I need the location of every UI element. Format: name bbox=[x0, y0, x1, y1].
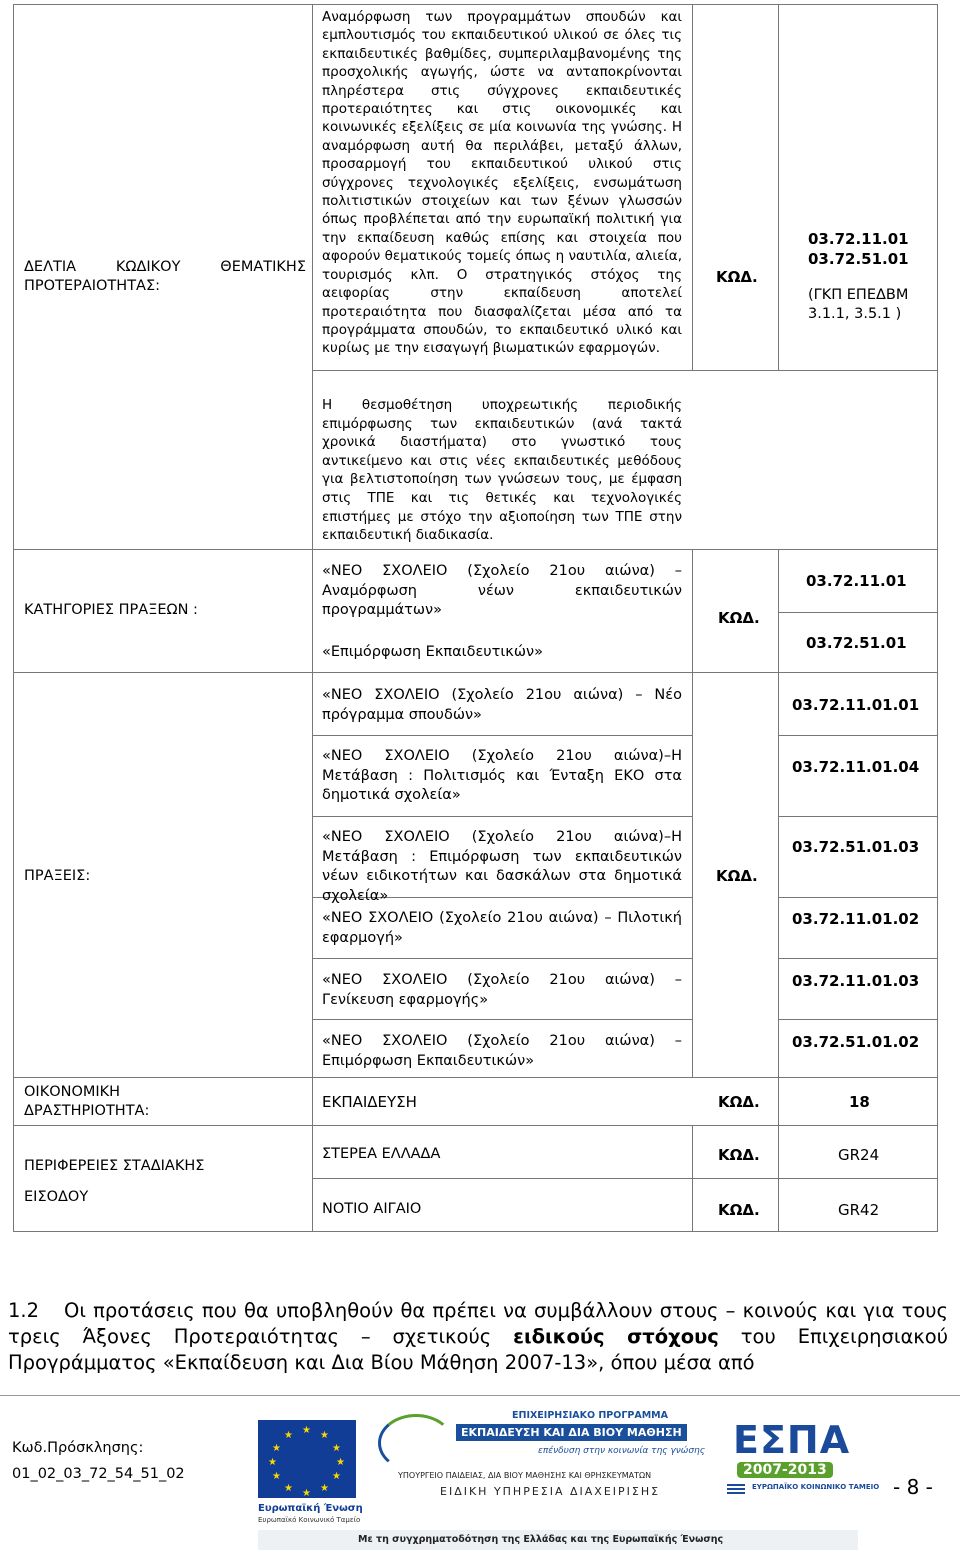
action-code-5: 03.72.11.01.03 bbox=[792, 972, 920, 990]
region-kod-2: ΚΩΔ. bbox=[718, 1201, 760, 1219]
row3-kod-label: ΚΩΔ. bbox=[716, 867, 758, 885]
row1-code-1: 03.72.11.01 bbox=[808, 230, 909, 248]
footer-divider bbox=[0, 1395, 960, 1396]
row1-code-note: (ΓΚΠ ΕΠΕΔΒΜ 3.1.1, 3.5.1 ) bbox=[808, 287, 909, 322]
action-code-4: 03.72.11.01.02 bbox=[792, 910, 920, 928]
action-item-6: «ΝΕΟ ΣΧΟΛΕΙΟ (Σχολείο 21ου αιώνα) – Επιμόρφωση Εκπαιδευτικών» bbox=[322, 1033, 682, 1069]
ministry-label: ΥΠΟΥΡΓΕΙΟ ΠΑΙΔΕΙΑΣ, ΔΙΑ ΒΙΟΥ ΜΑΘΗΣΗΣ ΚΑΙ ΘΡΗΣΚΕΥΜΑΤΩΝ bbox=[398, 1471, 652, 1480]
cofunding-text: Με τη συγχρηματοδότηση της Ελλάδας και της Ευρωπαϊκής Ένωσης bbox=[358, 1534, 724, 1545]
action-item-1: «ΝΕΟ ΣΧΟΛΕΙΟ (Σχολείο 21ου αιώνα) – Νέο πρόγραμμα σπουδών» bbox=[322, 687, 682, 723]
greek-flag-icon bbox=[727, 1484, 745, 1495]
economic-activity-value: ΕΚΠΑΙΔΕΥΣΗ bbox=[322, 1093, 417, 1111]
teacher-training-description: Η θεσμοθέτηση υποχρεωτικής περιοδικής επιμόρφωσης των εκπαιδευτικών (ανά τακτά χρονικά διαστήματα) στο γνωστικό τους αντικείμενο και στις νέες εκπαιδευτικές μεθόδους για βελτιστοποίηση των γνώσεων τους, με έμφαση στις ΤΠΕ και τις θετικές και τεχνολογικές επιστήμες με στόχο την αξιοποίηση των ΤΠΕ στην εκπαιδευτική διαδικασία. bbox=[322, 397, 682, 544]
regions-label-line1: ΠΕΡΙΦΕΡΕΙΕΣ ΣΤΑΔΙΑΚΗΣ bbox=[24, 1158, 205, 1174]
call-code-value: 01_02_03_72_54_51_02 bbox=[12, 1466, 185, 1482]
action-code-3: 03.72.51.01.03 bbox=[792, 838, 920, 856]
region-name-2: ΝΟΤΙΟ ΑΙΓΑΙΟ bbox=[322, 1201, 422, 1217]
paragraph-bold-text: ειδικούς στόχους bbox=[513, 1325, 719, 1348]
category-item-1: «ΝΕΟ ΣΧΟΛΕΙΟ (Σχολείο 21ου αιώνα) – Αναμόρφωση νέων εκπαιδευτικών προγραμμάτων» bbox=[322, 563, 682, 618]
row2-kod-label: ΚΩΔ. bbox=[718, 609, 760, 627]
espa-title: ΕΣΠΑ bbox=[733, 1418, 851, 1462]
action-code-2: 03.72.11.01.04 bbox=[792, 758, 920, 776]
call-code-label: Κωδ.Πρόσκλησης: bbox=[12, 1440, 144, 1456]
row2-code-1: 03.72.11.01 bbox=[806, 572, 907, 590]
row1-kod-label: ΚΩΔ. bbox=[716, 268, 758, 286]
action-item-4: «ΝΕΟ ΣΧΟΛΕΙΟ (Σχολείο 21ου αιώνα) – Πιλοτική εφαρμογή» bbox=[322, 910, 682, 946]
page-number: - 8 - bbox=[893, 1475, 933, 1499]
economic-activity-label: ΟΙΚΟΝΟΜΙΚΗ ΔΡΑΣΤΗΡΙΟΤΗΤΑ: bbox=[24, 1084, 150, 1119]
programme-line-1: ΕΠΙΧΕΙΡΗΣΙΑΚΟ ΠΡΟΓΡΑΜΜΑ bbox=[512, 1410, 668, 1421]
paragraph-text-part2: του Επιχειρησιακού Προγράμματος «Εκπαίδευση και Δια Βίου Μάθηση 2007-13», όπου μέσα από bbox=[8, 1325, 949, 1374]
paragraph-number: 1.2 bbox=[8, 1299, 40, 1322]
cofunding-banner bbox=[258, 1530, 858, 1550]
paragraph-text-part1: Οι προτάσεις που θα υποβληθούν θα πρέπει να συμβάλλουν στους – κοινούς και για τους τρεις Άξονες Προτεραιότητας – σχετικούς bbox=[8, 1299, 948, 1348]
espa-years: 2007-2013 bbox=[737, 1462, 833, 1478]
region-code-1: GR24 bbox=[838, 1146, 880, 1164]
row4-code: 18 bbox=[849, 1093, 870, 1111]
esf-label: Ευρωπαϊκό Κοινωνικό Ταμείο bbox=[258, 1516, 361, 1524]
agency-label: ΕΙΔΙΚΗ ΥΠΗΡΕΣΙΑ ΔΙΑΧΕΙΡΙΣΗΣ bbox=[440, 1485, 661, 1498]
programme-swoosh bbox=[378, 1414, 454, 1472]
region-name-1: ΣΤΕΡΕΑ ΕΛΛΑΔΑ bbox=[322, 1146, 441, 1162]
row2-code-2: 03.72.51.01 bbox=[806, 634, 907, 652]
category-item-2: «Επιμόρφωση Εκπαιδευτικών» bbox=[322, 644, 543, 660]
region-code-2: GR42 bbox=[838, 1201, 880, 1219]
row4-kod-label: ΚΩΔ. bbox=[718, 1093, 760, 1111]
actions-label: ΠΡΑΞΕΙΣ: bbox=[24, 868, 91, 884]
thematic-priority-description: Αναμόρφωση των προγραμμάτων σπουδών και εμπλουτισμός του εκπαιδευτικού υλικού σε όλες τις εκπαιδευτικές βαθμίδες, συμπεριλαμβανομένης της προσχολικής αγωγής, ώστε να ανταποκρίνονται πληρέστερα στις σύγχρονες εκπαιδευτικές προτεραιότητες και στις οικονομικές και κοινωνικές εξελίξεις σε μία κοινωνία της γνώσης. Η αναμόρφωση αυτή θα περιλάβει, μεταξύ άλλων, προσαρμογή του εκπαιδευτικού υλικού στις σύγχρονες τεχνολογικές εξελίξεις, ενσωμάτωση πολιτιστικών στοιχείων και των ξένων γλωσσών όπως προβλέπεται από την ευρωπαϊκή πολιτική για την εκπαίδευση καθώς επίσης και στοιχεία που αφορούν θεματικούς τομείς όπως η ναυτιλία, αλιεία, τουρισμός κλπ. Ο στρατηγικός στόχος της αειφορίας στην εκπαίδευση αποτελεί προτεραιότητα που διασφαλίζεται μέσα από τα προγράμματα σπουδών, το εκπαιδευτικό υλικό και κυρίως με την εισαγωγή βιωματικών εφαρμογών. bbox=[322, 9, 682, 357]
region-kod-1: ΚΩΔ. bbox=[718, 1146, 760, 1164]
action-categories-label: ΚΑΤΗΓΟΡΙΕΣ ΠΡΑΞΕΩΝ : bbox=[24, 602, 198, 618]
paragraph-1-2 bbox=[8, 1298, 948, 1376]
thematic-priority-label: ΔΕΛΤΙΑ ΚΩΔΙΚΟΥ ΘΕΜΑΤΙΚΗΣ ΠΡΟΤΕΡΑΙΟΤΗΤΑΣ: bbox=[24, 259, 306, 294]
action-item-2: «ΝΕΟ ΣΧΟΛΕΙΟ (Σχολείο 21ου αιώνα)–Η Μετάβαση : Πολιτισμός και Ένταξη ΕΚΟ στα δημοτικά σχολεία» bbox=[322, 748, 682, 803]
eu-label: Ευρωπαϊκή Ένωση bbox=[258, 1503, 363, 1514]
programme-line-2: ΕΚΠΑΙΔΕΥΣΗ ΚΑΙ ΔΙΑ ΒΙΟΥ ΜΑΘΗΣΗ bbox=[456, 1424, 687, 1441]
action-item-5: «ΝΕΟ ΣΧΟΛΕΙΟ (Σχολείο 21ου αιώνα) – Γενίκευση εφαρμογής» bbox=[322, 972, 682, 1008]
regions-label-line2: ΕΙΣΟΔΟΥ bbox=[24, 1189, 89, 1205]
programme-line-3: επένδυση στην κοινωνία της γνώσης bbox=[538, 1446, 706, 1456]
action-item-3: «ΝΕΟ ΣΧΟΛΕΙΟ (Σχολείο 21ου αιώνα)–Η Μετάβαση : Επιμόρφωση των εκπαιδευτικών νέων ειδικοτήτων και δασκάλων στα δημοτικά σχολεία» bbox=[322, 829, 682, 904]
action-code-1: 03.72.11.01.01 bbox=[792, 696, 920, 714]
row1-code-2: 03.72.51.01 bbox=[808, 250, 909, 268]
espa-subtitle: ΕΥΡΩΠΑΪΚΟ ΚΟΙΝΩΝΙΚΟ ΤΑΜΕΙΟ bbox=[752, 1483, 880, 1491]
action-code-6: 03.72.51.01.02 bbox=[792, 1033, 920, 1051]
